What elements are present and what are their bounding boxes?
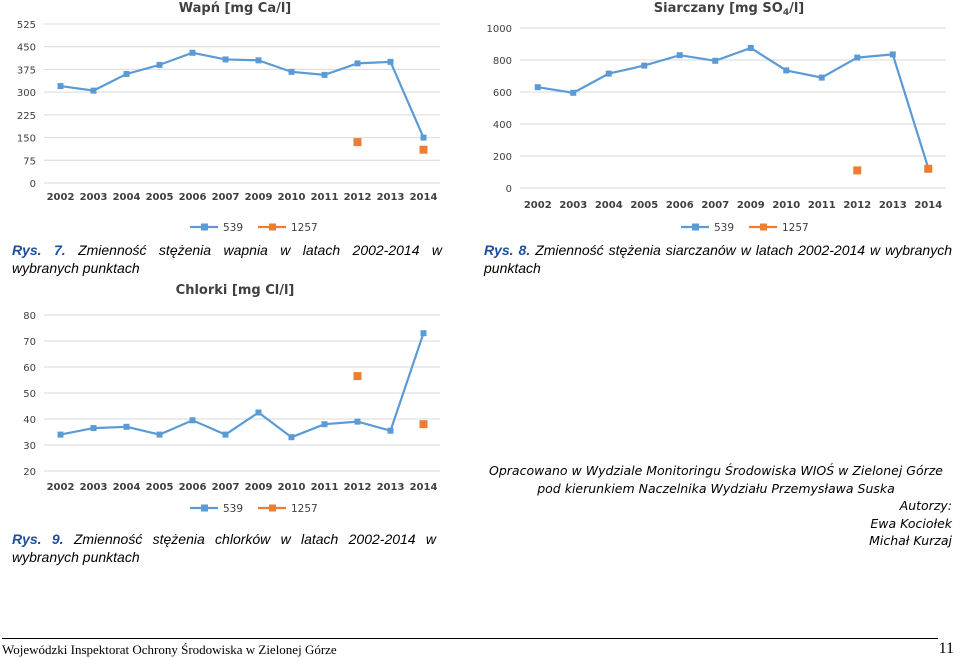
- data-point-539: [91, 88, 97, 94]
- x-tick-label: 2011: [807, 200, 836, 211]
- caption-fig7-number: Rys. 7.: [12, 242, 66, 258]
- credits-author-1: Ewa Kociołek: [870, 515, 952, 531]
- y-tick-label: 1000: [486, 24, 512, 35]
- x-tick-label: 2014: [914, 200, 943, 211]
- x-tick-label: 2003: [559, 200, 588, 211]
- data-point-539: [819, 75, 825, 81]
- caption-fig9: [12, 530, 436, 566]
- data-point-539: [388, 59, 394, 65]
- data-point-1257: [853, 166, 861, 174]
- data-point-1257: [354, 372, 362, 380]
- credits-author-2: Michał Kurzaj: [869, 533, 952, 548]
- x-tick-label: 2014: [409, 192, 438, 203]
- y-tick-label: 0: [505, 184, 512, 195]
- x-tick-label: 2007: [211, 482, 240, 493]
- y-tick-label: 75: [23, 156, 36, 168]
- series-line-539: [61, 333, 424, 437]
- chart-title: Wapń [mg Ca/l]: [178, 1, 292, 16]
- data-point-539: [157, 432, 163, 438]
- data-point-539: [190, 417, 196, 423]
- legend-swatch-marker-539: [692, 224, 699, 231]
- data-point-539: [535, 84, 541, 90]
- legend-swatch-marker-1257: [269, 505, 276, 512]
- data-point-539: [854, 55, 860, 61]
- data-point-539: [256, 410, 262, 416]
- x-tick-label: 2003: [79, 482, 108, 493]
- chart-title: Chlorki [mg Cl/l]: [175, 283, 295, 298]
- data-point-1257: [924, 165, 932, 173]
- data-point-539: [91, 425, 97, 431]
- legend-label-1257: 1257: [782, 222, 809, 234]
- y-tick-label: 300: [16, 88, 36, 100]
- data-point-539: [570, 90, 576, 96]
- data-point-539: [256, 57, 262, 63]
- x-tick-label: 2004: [112, 482, 141, 493]
- x-tick-label: 2009: [244, 482, 273, 493]
- x-tick-label: 2012: [343, 482, 372, 493]
- data-point-539: [322, 72, 328, 78]
- x-tick-label: 2012: [843, 200, 872, 211]
- data-point-539: [58, 432, 64, 438]
- data-point-539: [223, 432, 229, 438]
- page-number: 11: [938, 640, 954, 657]
- x-tick-label: 2010: [277, 482, 306, 493]
- x-tick-label: 2011: [310, 482, 339, 493]
- y-tick-label: 450: [16, 42, 36, 54]
- legend-swatch-marker-539: [201, 224, 208, 231]
- data-point-539: [355, 419, 361, 425]
- y-tick-label: 80: [23, 311, 36, 322]
- y-tick-label: 525: [16, 20, 36, 31]
- y-tick-label: 375: [16, 65, 36, 77]
- caption-fig7-text: Zmienność stężenia wapnia w latach 2002-2014 w wybranych punktach: [12, 242, 442, 276]
- legend-label-1257: 1257: [291, 222, 318, 234]
- x-tick-label: 2002: [523, 200, 552, 211]
- calcium-chart: [0, 0, 450, 238]
- series-line-539: [61, 53, 424, 138]
- legend-label-539: 539: [714, 222, 735, 234]
- footer-divider: [2, 638, 938, 639]
- sulfate-chart: [482, 0, 956, 238]
- y-tick-label: 70: [23, 337, 36, 348]
- x-tick-label: 2010: [772, 200, 801, 211]
- caption-fig7: [12, 241, 442, 277]
- footer-organization: Wojewódzki Inspektorat Ochrony Środowiska w Zielonej Górze: [2, 642, 337, 657]
- caption-fig9-text: Zmienność stężenia chlorków w latach 2002-2014 w wybranych punktach: [12, 531, 436, 565]
- legend-label-1257: 1257: [291, 503, 318, 515]
- x-tick-label: 2013: [376, 192, 405, 203]
- data-point-539: [124, 424, 130, 430]
- y-tick-label: 0: [29, 179, 36, 190]
- data-point-539: [124, 71, 130, 77]
- x-tick-label: 2002: [46, 482, 75, 493]
- y-tick-label: 600: [492, 88, 512, 99]
- data-point-539: [289, 69, 295, 75]
- y-tick-label: 225: [16, 110, 36, 122]
- x-tick-label: 2007: [211, 192, 240, 203]
- data-point-539: [421, 330, 427, 336]
- data-point-539: [606, 71, 612, 77]
- x-tick-label: 2012: [343, 192, 372, 203]
- chart-title: Siarczany [mg $SO_4/l$]: [653, 1, 805, 18]
- data-point-539: [890, 51, 896, 57]
- credits-department: Opracowano w Wydziale Monitoringu Środowiska WIOŚ w Zielonej Górze: [489, 463, 943, 478]
- data-point-539: [748, 45, 754, 51]
- caption-fig8-text: Zmienność stężenia siarczanów w latach 2002-2014 w wybranych punktach: [484, 242, 953, 276]
- y-tick-label: 150: [16, 133, 36, 145]
- y-tick-label: 50: [23, 389, 36, 400]
- data-point-539: [712, 58, 718, 64]
- credits-supervisor: pod kierunkiem Naczelnika Wydziału Przemysława Suska: [537, 480, 895, 496]
- legend-label-539: 539: [223, 503, 244, 515]
- data-point-539: [355, 60, 361, 66]
- data-point-539: [421, 135, 427, 141]
- x-tick-label: 2005: [145, 192, 174, 203]
- y-tick-label: 40: [23, 415, 36, 426]
- legend-label-539: 539: [223, 222, 244, 234]
- x-tick-label: 2006: [178, 482, 207, 493]
- y-tick-label: 800: [492, 56, 512, 67]
- x-tick-label: 2004: [594, 200, 623, 211]
- legend-swatch-marker-1257: [269, 224, 276, 231]
- y-tick-label: 30: [23, 441, 36, 452]
- y-tick-label: 20: [23, 467, 36, 478]
- x-tick-label: 2005: [145, 482, 174, 493]
- legend-swatch-marker-539: [201, 505, 208, 512]
- data-point-539: [223, 56, 229, 62]
- credits-block: [480, 462, 952, 550]
- data-point-539: [641, 63, 647, 69]
- chloride-chart: [0, 282, 450, 520]
- x-tick-label: 2003: [79, 192, 108, 203]
- credits-authors-heading: Autorzy:: [899, 498, 952, 513]
- caption-fig8-number: Rys. 8.: [484, 242, 531, 258]
- legend-swatch-marker-1257: [760, 224, 767, 231]
- data-point-539: [58, 83, 64, 89]
- data-point-1257: [420, 420, 428, 428]
- x-tick-label: 2013: [878, 200, 907, 211]
- x-tick-label: 2006: [665, 200, 694, 211]
- x-tick-label: 2009: [244, 192, 273, 203]
- data-point-539: [322, 421, 328, 427]
- x-tick-label: 2009: [736, 200, 765, 211]
- data-point-539: [190, 50, 196, 56]
- data-point-539: [289, 434, 295, 440]
- x-tick-label: 2006: [178, 192, 207, 203]
- caption-fig8: [484, 241, 952, 277]
- data-point-539: [783, 67, 789, 73]
- x-tick-label: 2014: [409, 482, 438, 493]
- x-tick-label: 2010: [277, 192, 306, 203]
- data-point-539: [157, 62, 163, 68]
- x-tick-label: 2011: [310, 192, 339, 203]
- data-point-539: [388, 428, 394, 434]
- data-point-1257: [420, 146, 428, 154]
- x-tick-label: 2013: [376, 482, 405, 493]
- x-tick-label: 2002: [46, 192, 75, 203]
- x-tick-label: 2004: [112, 192, 141, 203]
- x-tick-label: 2007: [701, 200, 730, 211]
- caption-fig9-number: Rys. 9.: [12, 531, 64, 547]
- y-tick-label: 60: [23, 363, 36, 374]
- data-point-1257: [354, 138, 362, 146]
- series-line-539: [538, 48, 929, 168]
- x-tick-label: 2005: [630, 200, 659, 211]
- data-point-539: [677, 52, 683, 58]
- y-tick-label: 400: [492, 120, 512, 131]
- y-tick-label: 200: [492, 152, 512, 163]
